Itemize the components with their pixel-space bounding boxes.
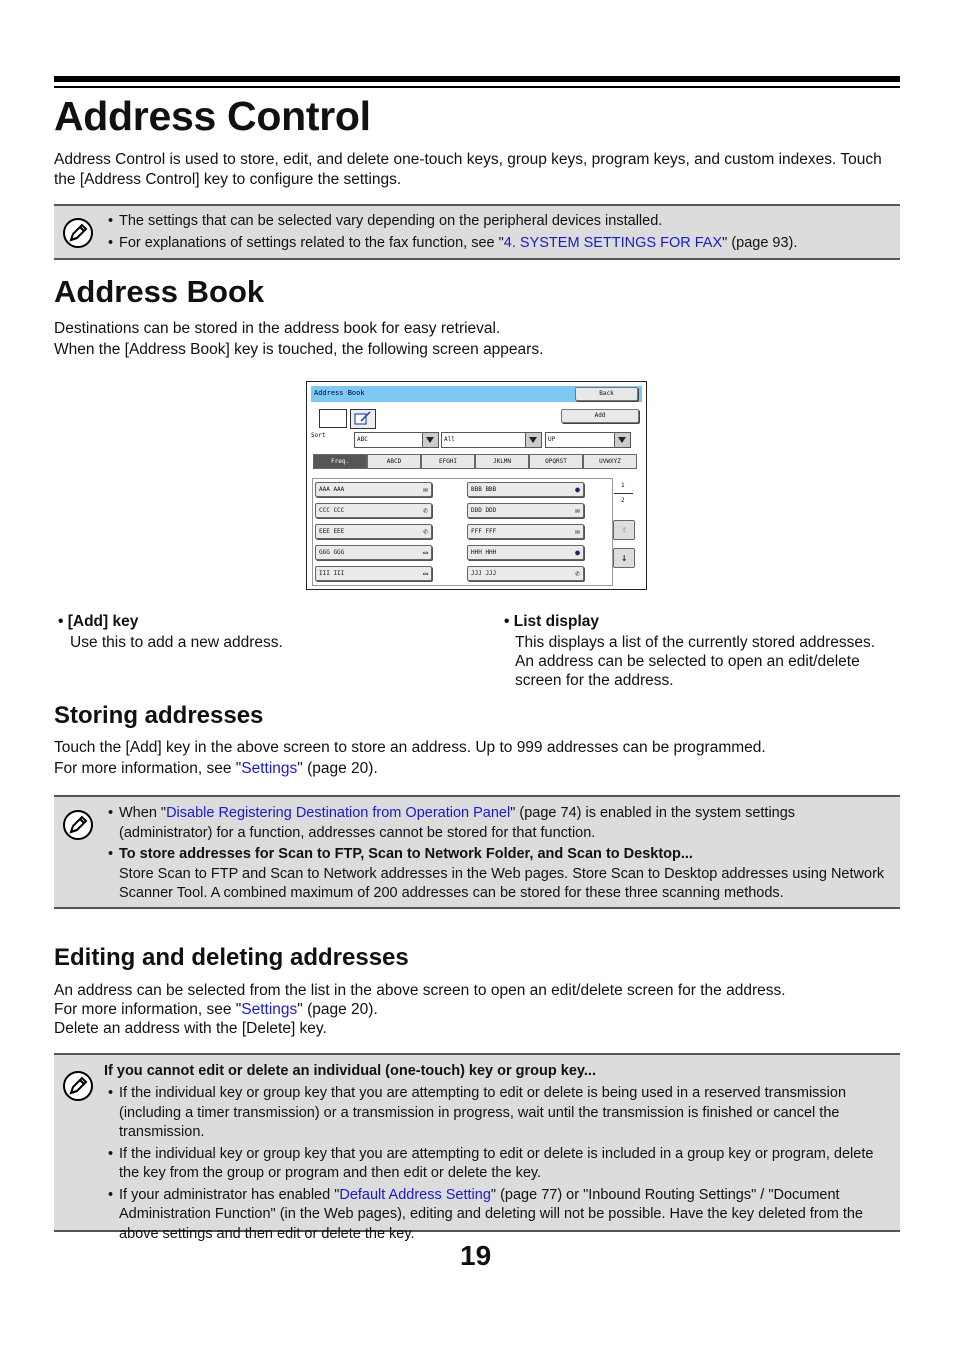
list-item[interactable]	[467, 566, 584, 581]
email-icon: ✉	[575, 506, 580, 515]
list-item-label: DDD DDD	[471, 507, 497, 514]
list-item[interactable]	[315, 566, 432, 581]
note2-item-1-pre: When "	[119, 805, 167, 821]
note2-item-1	[108, 804, 892, 843]
callout-add-head: [Add] key	[67, 613, 139, 630]
address-book-screen	[306, 381, 647, 590]
title-rule-thin	[54, 86, 900, 88]
page-number: 19	[460, 1240, 492, 1271]
address-book-line1: Destinations can be stored in the address book for easy retrieval.	[54, 320, 501, 337]
note1-item-1	[108, 212, 892, 232]
sort-select-order-value: ABC	[357, 436, 368, 443]
email-icon: ✉	[575, 527, 580, 536]
title-rule-thick	[54, 76, 900, 82]
link-default-address-setting[interactable]: Default Address Setting	[339, 1186, 491, 1203]
phone-icon: ✆	[423, 527, 428, 536]
link-settings[interactable]: Settings	[241, 760, 298, 777]
storing-line2-pre: For more information, see "	[54, 760, 242, 777]
sort-select-order[interactable]	[354, 432, 439, 448]
email-icon: ✉	[423, 485, 428, 494]
pencil-note-icon	[62, 217, 94, 249]
sort-select-filter-value: All	[444, 436, 455, 443]
search-input[interactable]	[319, 409, 347, 428]
list-item[interactable]	[315, 524, 432, 539]
note-box-1	[54, 204, 900, 260]
sort-label: Sort	[311, 432, 326, 439]
list-item-label: GGG GGG	[319, 549, 345, 556]
note2-item-2-text: Store Scan to FTP and Scan to Network addresses in the Web pages. Store Scan to Desktop addresses using Network Scanner Tool. A combined maximum of 200 addresses can be stored for these three scanning methods.	[119, 865, 885, 901]
chevron-down-icon	[614, 433, 630, 447]
link-system-settings-fax[interactable]: 4. SYSTEM SETTINGS FOR FAX	[503, 234, 723, 251]
tab-opqrst[interactable]: OPQRST	[529, 454, 583, 469]
list-item[interactable]	[467, 545, 584, 560]
phone-icon: ✆	[423, 506, 428, 515]
list-item-label: BBB BBB	[471, 486, 497, 493]
pencil-note-icon	[62, 809, 94, 841]
list-item-label: CCC CCC	[319, 507, 345, 514]
note3-item-1-text: If the individual key or group key that you are attempting to edit or delete is being used in a reserved transmission (including a timer transmission) or a transmission in progress, wait until the transmission is finished or cancel the transmission.	[119, 1085, 847, 1140]
note2-item-2	[108, 845, 892, 904]
callout-add-key: • [Add] key	[58, 613, 139, 630]
note3-item-2	[108, 1145, 892, 1184]
note3-item-3-post: " (page 77) or "Inbound Routing Settings" / "Document Administration Function" (in the Web pages), editing and deleting will not be possible. Have the key deleted from the above settings and then edit or delete the key.	[119, 1186, 863, 1242]
callout-list-text: This displays a list of the currently stored addresses. An address can be selected to open an edit/delete screen for the address.	[515, 634, 876, 689]
note1-item-2-pre: For explanations of settings related to the fax function, see "	[119, 234, 504, 251]
sort-select-direction-value: UP	[548, 436, 556, 443]
page-total: 2	[621, 497, 625, 504]
list-item[interactable]	[467, 503, 584, 518]
tab-efghi[interactable]: EFGHI	[421, 454, 475, 469]
list-item[interactable]	[315, 482, 432, 497]
list-item[interactable]	[467, 524, 584, 539]
sort-select-filter[interactable]	[441, 432, 542, 448]
folder-icon: ▭	[423, 548, 428, 557]
scroll-down-icon[interactable]: ↓	[613, 548, 635, 568]
storing-line1: Touch the [Add] key in the above screen to store an address. Up to 999 addresses can be programmed.	[54, 739, 766, 756]
tab-freq[interactable]: Freq.	[313, 454, 367, 469]
note1-item-1-text: The settings that can be selected vary depending on the peripheral devices installed.	[119, 213, 663, 229]
chevron-down-icon	[422, 433, 438, 447]
list-item-label: FFF FFF	[471, 528, 497, 535]
list-item-label: EEE EEE	[319, 528, 345, 535]
heading-address-book: Address Book	[54, 274, 265, 309]
storing-line2	[54, 759, 378, 779]
keyboard-edit-icon[interactable]	[350, 409, 376, 429]
screen-title: Address Book	[314, 389, 365, 397]
storing-line2-post: " (page 20).	[297, 760, 378, 777]
add-button[interactable]: Add	[561, 409, 639, 423]
back-button[interactable]: Back	[575, 387, 638, 401]
list-item[interactable]	[315, 503, 432, 518]
callout-list-display: • List display	[504, 613, 600, 630]
tab-abcd[interactable]: ABCD	[367, 454, 421, 469]
editing-line1: An address can be selected from the list in the above screen to open an edit/delete screen for the address.	[54, 982, 786, 999]
list-item-label: AAA AAA	[319, 486, 345, 493]
note3-item-2-text: If the individual key or group key that you are attempting to edit or delete is included in a group key or program, delete the key from the group or program and then edit or delete the key.	[119, 1145, 874, 1181]
tab-uvwxyz[interactable]: UVWXYZ	[583, 454, 637, 469]
editing-line2-pre: For more information, see "	[54, 1001, 242, 1018]
intro-text: Address Control is used to store, edit, and delete one-touch keys, group keys, program keys, and custom indexes. Touch the [Address Control] key to configure the settings.	[54, 151, 882, 188]
sort-select-direction[interactable]	[545, 432, 631, 448]
link-disable-registering[interactable]: Disable Registering Destination from Operation Panel	[166, 805, 511, 821]
page-title: Address Control	[54, 93, 371, 139]
note2-item-1-post: " (page 74) is enabled in the system settings (administrator) for a function, addresses cannot be stored for that function.	[119, 805, 796, 841]
chevron-down-icon	[525, 433, 541, 447]
index-tabs	[313, 454, 637, 468]
note1-item-2-post: " (page 93).	[722, 234, 798, 251]
scroll-up-icon[interactable]: ↑	[613, 520, 635, 540]
folder-icon: ▭	[423, 569, 428, 578]
callout-list-head: List display	[513, 613, 600, 630]
callout-add-text: Use this to add a new address.	[70, 634, 283, 651]
address-list	[312, 478, 613, 586]
note-box-2	[54, 795, 900, 909]
list-item-label: III III	[319, 570, 345, 577]
list-item[interactable]	[315, 545, 432, 560]
page-current: 1	[621, 482, 625, 489]
editing-line2-post: " (page 20).	[297, 1001, 378, 1018]
note3-item-3	[108, 1186, 892, 1245]
globe-icon: ●	[575, 548, 580, 557]
note-box-3	[54, 1053, 900, 1242]
list-item[interactable]	[467, 482, 584, 497]
editing-line2	[54, 1000, 378, 1020]
note3-item-1	[108, 1084, 892, 1143]
list-item-label: HHH HHH	[471, 549, 497, 556]
list-item-label: JJJ JJJ	[471, 570, 497, 577]
tab-jklmn[interactable]: JKLMN	[475, 454, 529, 469]
note1-item-2	[108, 234, 892, 254]
editing-line3: Delete an address with the [Delete] key.	[54, 1020, 327, 1037]
heading-storing-addresses: Storing addresses	[54, 702, 264, 729]
link-settings-2[interactable]: Settings	[241, 1001, 298, 1018]
note3-lead: If you cannot edit or delete an individual (one-touch) key or group key...	[104, 1063, 596, 1079]
page-divider	[614, 493, 633, 494]
globe-icon: ●	[575, 485, 580, 494]
pencil-note-icon	[62, 1070, 94, 1102]
heading-editing-deleting: Editing and deleting addresses	[54, 944, 409, 971]
note2-item-2-bold: To store addresses for Scan to FTP, Scan to Network Folder, and Scan to Desktop...	[119, 846, 693, 862]
phone-icon: ✆	[575, 569, 580, 578]
address-book-line2: When the [Address Book] key is touched, the following screen appears.	[54, 341, 544, 358]
note3-item-3-pre: If your administrator has enabled "	[119, 1186, 340, 1203]
